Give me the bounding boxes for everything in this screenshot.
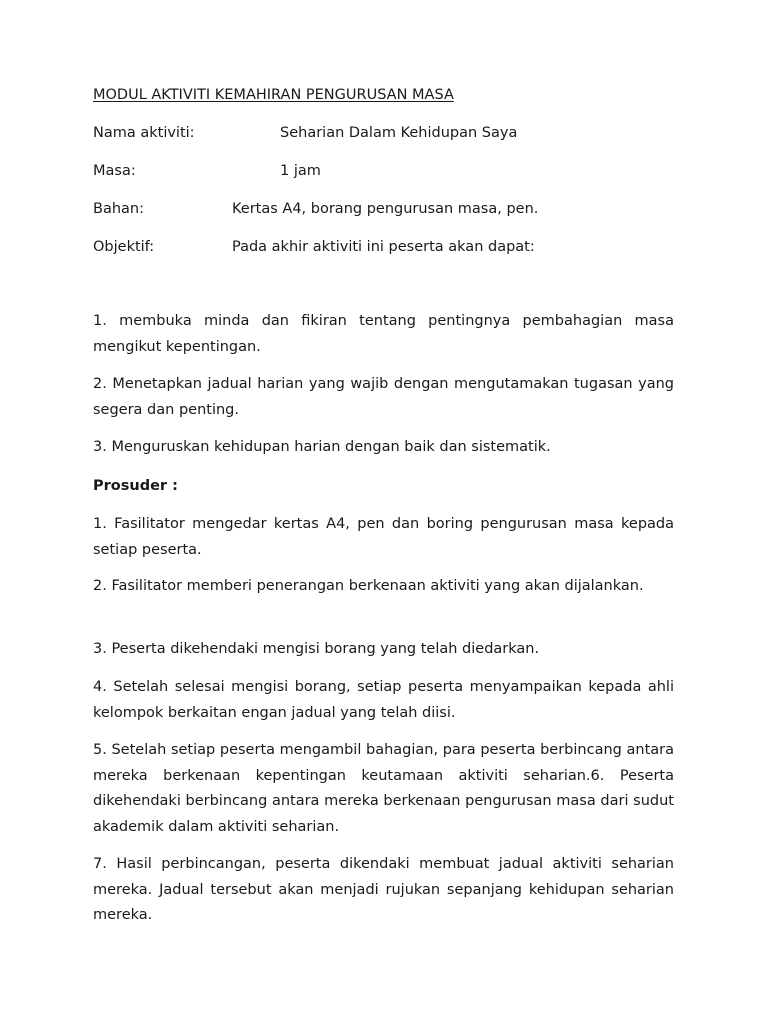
- document-title: MODUL AKTIVITI KEMAHIRAN PENGURUSAN MASA: [93, 87, 454, 103]
- field-value: Kertas A4, borang pengurusan masa, pen.: [232, 201, 539, 217]
- field-value: 1 jam: [280, 163, 321, 179]
- field-label: Bahan:: [93, 201, 144, 217]
- procedure-item: 4. Setelah selesai mengisi borang, setiap peserta menyampaikan kepada ahli kelompok berkaitan engan jadual yang telah diisi.: [93, 679, 674, 721]
- procedure-heading: Prosuder :: [93, 478, 178, 494]
- procedure-item: 7. Hasil perbincangan, peserta dikendaki membuat jadual aktiviti seharian mereka. Jadual tersebut akan menjadi rujukan sepanjang kehidupan seharian mereka.: [93, 856, 674, 923]
- field-value: Seharian Dalam Kehidupan Saya: [280, 125, 518, 141]
- field-label: Objektif:: [93, 239, 155, 255]
- procedure-item: 5. Setelah setiap peserta mengambil bahagian, para peserta berbincang antara mereka berkenaan kepentingan keutamaan aktiviti seharian.6. Peserta dikehendaki berbincang antara mereka berkenaan pengurusan masa dari sudut akademik dalam aktiviti seharian.: [93, 742, 674, 835]
- field-label: Nama aktiviti:: [93, 125, 195, 141]
- field-value: Pada akhir aktiviti ini peserta akan dapat:: [232, 239, 535, 255]
- objective-item: 2. Menetapkan jadual harian yang wajib dengan mengutamakan tugasan yang segera dan penting.: [93, 376, 674, 418]
- procedure-item: 2. Fasilitator memberi penerangan berkenaan aktiviti yang akan dijalankan.: [93, 578, 644, 594]
- objective-item: 3. Menguruskan kehidupan harian dengan baik dan sistematik.: [93, 439, 551, 455]
- procedure-item: 3. Peserta dikehendaki mengisi borang yang telah diedarkan.: [93, 641, 540, 657]
- field-label: Masa:: [93, 163, 136, 179]
- objective-item: 1. membuka minda dan fikiran tentang pentingnya pembahagian masa mengikut kepentingan.: [93, 313, 674, 355]
- procedure-item: 1. Fasilitator mengedar kertas A4, pen dan boring pengurusan masa kepada setiap peserta.: [93, 516, 674, 558]
